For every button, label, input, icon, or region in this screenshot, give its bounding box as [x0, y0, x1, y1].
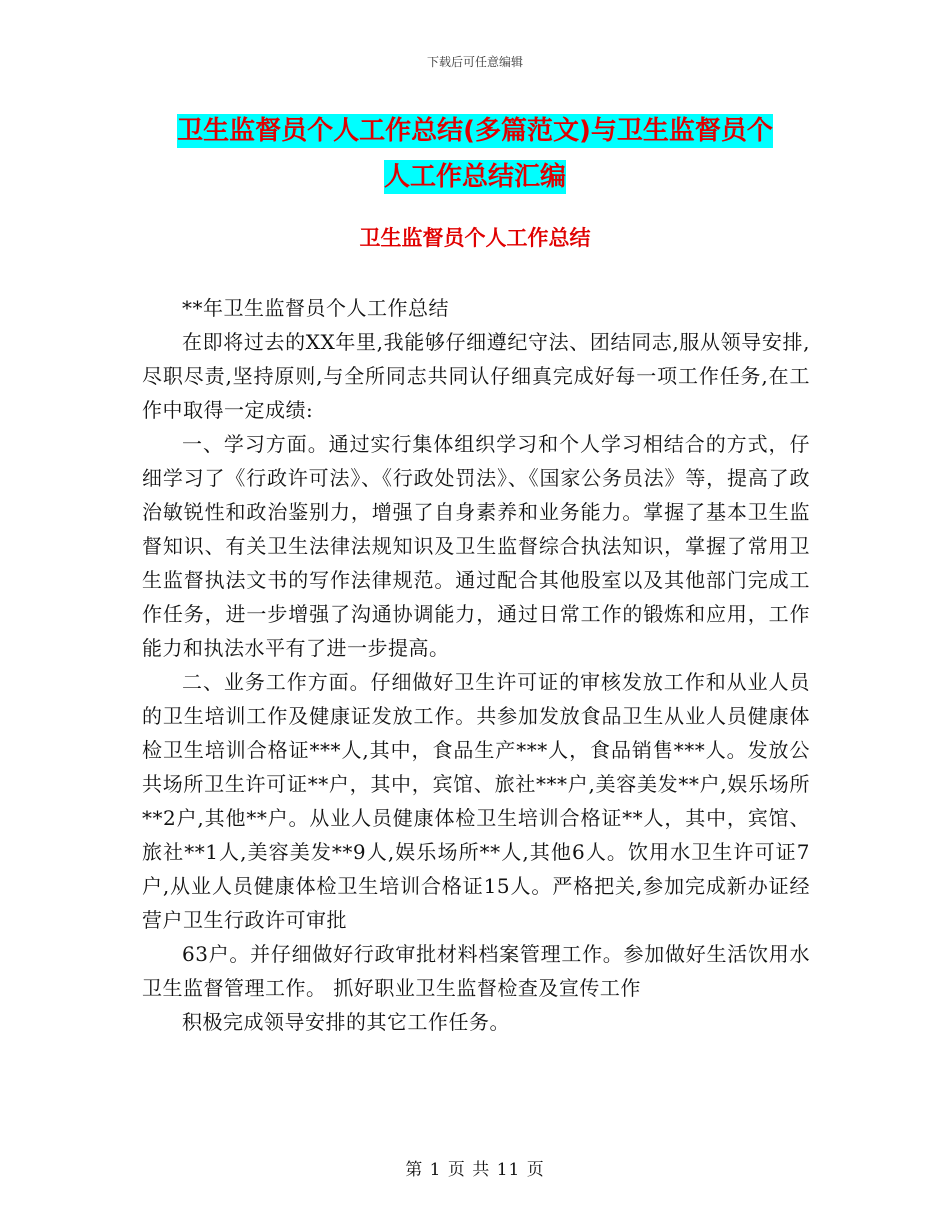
- document-title-line-2: 人工作总结汇编: [383, 162, 566, 192]
- document-body: [142, 291, 810, 1039]
- paragraph: 在即将过去的XX年里,我能够仔细遵纪守法、团结同志,服从领导安排,尽职尽责,坚持原则,与全所同志共同认仔细真完成好每一项工作任务,在工作中取得一定成绩:: [142, 330, 810, 422]
- paragraph: 63户。并仔细做好行政审批材料档案管理工作。参加做好生活饮用水卫生监督管理工作。 抓好职业卫生监督检查及宣传工作: [142, 942, 810, 1000]
- page-number-footer: 第 1 页 共 11 页: [405, 1160, 545, 1180]
- header-note: 下载后可任意编辑: [426, 55, 523, 69]
- paragraph: 二、业务工作方面。仔细做好卫生许可证的审核发放工作和从业人员的卫生培训工作及健康证发放工作。共参加发放食品卫生从业人员健康体检卫生培训合格证***人,其中，食品生产***人，食品销售***人。发放公共场所卫生许可证**户，其中，宾馆、旅社***户,美容美发**户,娱乐场所**2户,其他**户。从业人员健康体检卫生培训合格证**人，其中，宾馆、旅社**1人,美容美发**9人,娱乐场所**人,其他6人。饮用水卫生许可证7户,从业人员健康体检卫生培训合格证15人。严格把关,参加完成新办证经营户卫生行政许可审批: [142, 670, 810, 932]
- document-title-line-1: 卫生监督员个人工作总结(多篇范文)与卫生监督员个: [177, 116, 773, 146]
- document-title: [100, 108, 850, 200]
- paragraph: **年卫生监督员个人工作总结: [182, 296, 449, 320]
- paragraph: 一、学习方面。通过实行集体组织学习和个人学习相结合的方式，仔细学习了《行政许可法》、《行政处罚法》、《国家公务员法》等，提高了政治敏锐性和政治鉴别力，增强了自身素养和业务能力。掌握了基本卫生监督知识、有关卫生法律法规知识及卫生监督综合执法知识，掌握了常用卫生监督执法文书的写作法律规范。通过配合其他股室以及其他部门完成工作任务，进一步增强了沟通协调能力，通过日常工作的锻炼和应用，工作能力和执法水平有了进一步提高。: [142, 432, 810, 660]
- paragraph: 积极完成领导安排的其它工作任务。: [182, 1010, 510, 1034]
- section-title: 卫生监督员个人工作总结: [359, 226, 591, 250]
